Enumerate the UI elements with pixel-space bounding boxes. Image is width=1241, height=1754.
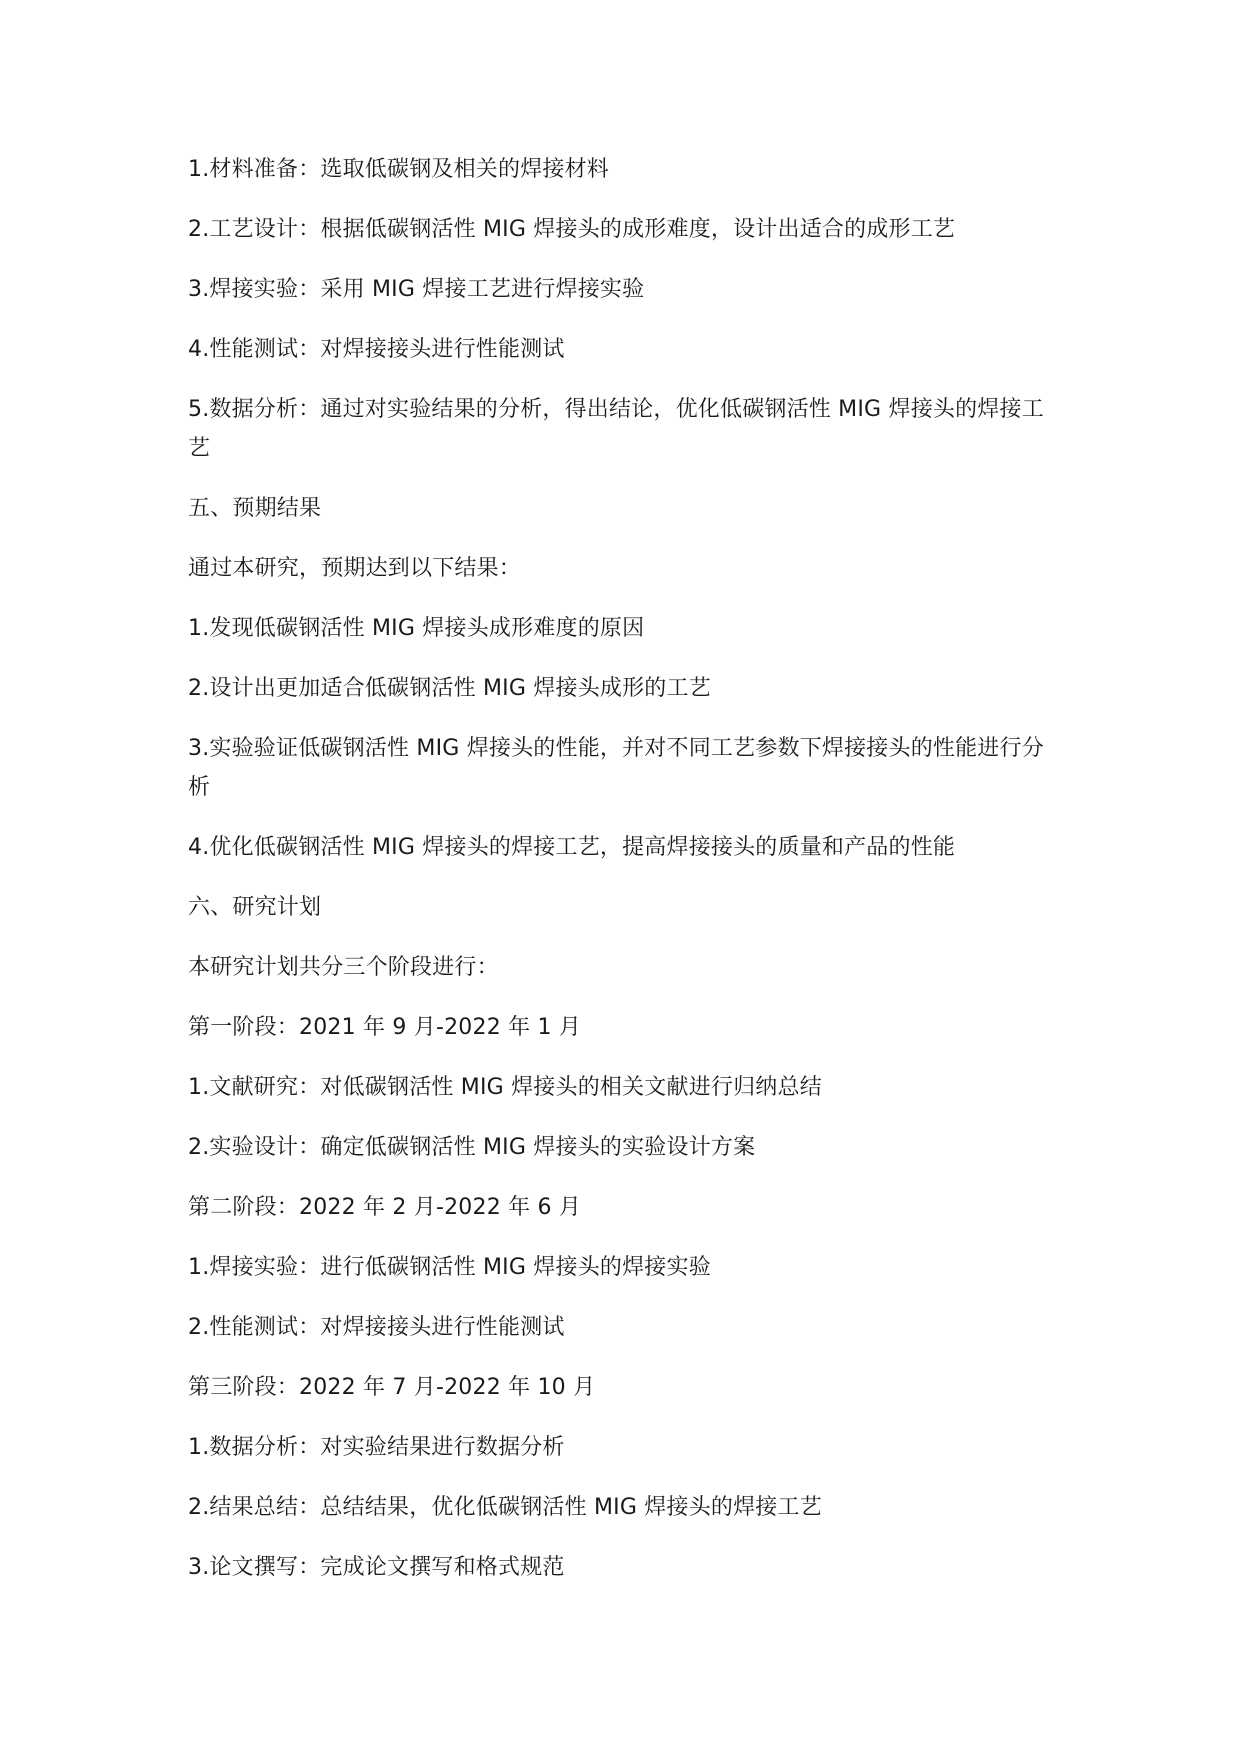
research-plan-intro: 本研究计划共分三个阶段进行：	[188, 955, 499, 980]
section-heading-research-plan: 六、研究计划	[188, 895, 322, 920]
phase-three-item: 2.结果总结：总结结果，优化低碳钢活性 MIG 焊接头的焊接工艺	[188, 1495, 822, 1520]
phase-one-item: 1.文献研究：对低碳钢活性 MIG 焊接头的相关文献进行归纳总结	[188, 1075, 822, 1100]
document-body	[188, 150, 1058, 1608]
step-welding-experiment: 3.焊接实验：采用 MIG 焊接工艺进行焊接实验	[188, 277, 645, 302]
step-data-analysis: 5.数据分析：通过对实验结果的分析，得出结论，优化低碳钢活性 MIG 焊接头的焊接工艺	[188, 397, 1044, 461]
phase-three-item: 1.数据分析：对实验结果进行数据分析	[188, 1435, 565, 1460]
phase-one-item: 2.实验设计：确定低碳钢活性 MIG 焊接头的实验设计方案	[188, 1135, 756, 1160]
phase-one-heading: 第一阶段：2021 年 9 月-2022 年 1 月	[188, 1015, 582, 1040]
step-performance-test: 4.性能测试：对焊接接头进行性能测试	[188, 337, 565, 362]
section-heading-expected-results: 五、预期结果	[188, 496, 322, 521]
phase-three-item: 3.论文撰写：完成论文撰写和格式规范	[188, 1555, 565, 1580]
phase-two-item: 1.焊接实验：进行低碳钢活性 MIG 焊接头的焊接实验	[188, 1255, 711, 1280]
expected-result-item: 1.发现低碳钢活性 MIG 焊接头成形难度的原因	[188, 616, 645, 641]
step-materials: 1.材料准备：选取低碳钢及相关的焊接材料	[188, 157, 609, 182]
expected-result-item: 3.实验验证低碳钢活性 MIG 焊接头的性能，并对不同工艺参数下焊接接头的性能进行分析	[188, 736, 1044, 800]
step-process-design: 2.工艺设计：根据低碳钢活性 MIG 焊接头的成形难度，设计出适合的成形工艺	[188, 217, 956, 242]
expected-result-item: 4.优化低碳钢活性 MIG 焊接头的焊接工艺，提高焊接接头的质量和产品的性能	[188, 835, 956, 860]
phase-two-heading: 第二阶段：2022 年 2 月-2022 年 6 月	[188, 1195, 582, 1220]
phase-two-item: 2.性能测试：对焊接接头进行性能测试	[188, 1315, 565, 1340]
expected-result-item: 2.设计出更加适合低碳钢活性 MIG 焊接头成形的工艺	[188, 676, 711, 701]
expected-results-intro: 通过本研究，预期达到以下结果：	[188, 556, 522, 581]
phase-three-heading: 第三阶段：2022 年 7 月-2022 年 10 月	[188, 1375, 596, 1400]
